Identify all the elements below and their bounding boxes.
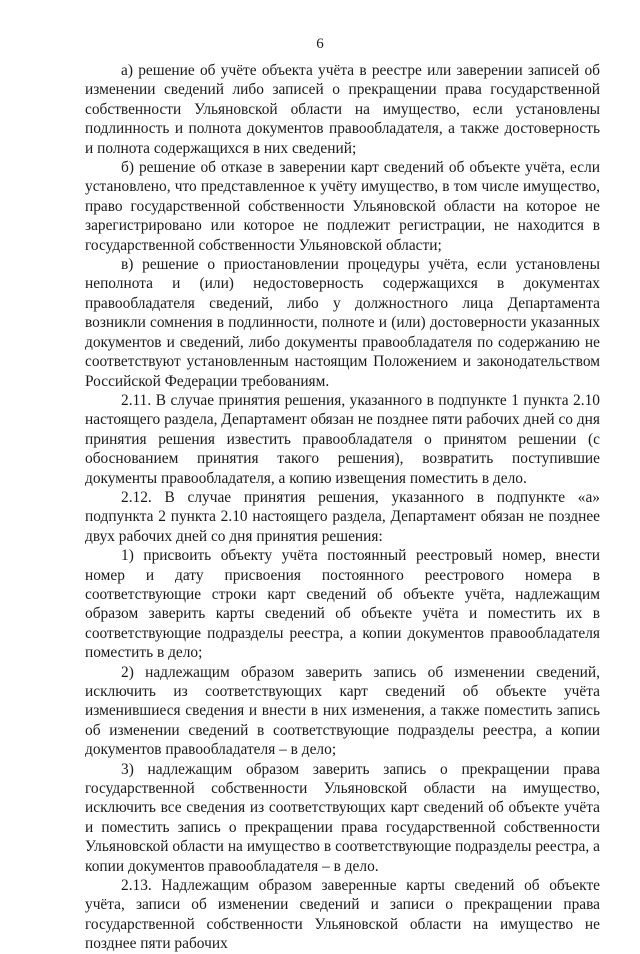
paragraph-2-13: 2.13. Надлежащим образом заверенные карты сведений об объекте учёта, записи об изменении сведений и записи о прекращении права государственной собственности Ульяновской области на имущество не позднее пяти рабочих [85, 877, 600, 953]
page-number: 6 [316, 36, 324, 52]
paragraph-b-refusal-decision: б) решение об отказе в заверении карт сведений об объекте учёта, если установлено, что представленное к учёту имущество, в том числе имущество, право государственной собственности Ульяновской области на которое не зарегистрировано или которое не подлежит регистрации, не находится в государственной собственности Ульяновской области; [85, 159, 600, 254]
paragraph-a-registration-decision: а) решение об учёте объекта учёта в реестре или заверении записей об изменении сведений либо записей о прекращении права государственной собственности Ульяновской области на имущество, если установлены подлинность и полнота документов правообладателя, а также достоверность и полнота содержащихся в них сведений; [85, 62, 600, 157]
paragraph-2-12-item-2: 2) надлежащим образом заверить запись об изменении сведений, исключить из соответствующих карт сведений об объекте учёта изменившиеся сведения и внести в них изменения, а также поместить запись об изменении сведений в соответствующие подразделы реестра, а копии документов правообладателя – в дело; [85, 663, 600, 759]
paragraph-c-suspension-decision: в) решение о приостановлении процедуры учёта, если установлены неполнота и (или) недостоверность содержащихся в документах правообладателя сведений, либо у должностного лица Департамента возникли сомнения в подлинности, полноте и (или) достоверности указанных документов и сведений, либо документы правообладателя по содержанию не соответствуют установленным настоящим Положением и законодательством Российской Федерации требованиям. [85, 256, 600, 390]
paragraph-2-11: 2.11. В случае принятия решения, указанного в подпункте 1 пункта 2.10 настоящего раздела, Департамент обязан не позднее пяти рабочих дней со дня принятия решения известить правообладателя о принятом решении (с обоснованием принятия такого решения), возвратить поступившие документы правообладателя, а копию извещения поместить в дело. [85, 391, 600, 487]
paragraph-2-12: 2.12. В случае принятия решения, указанного в подпункте «а» подпункта 2 пункта 2.10 настоящего раздела, Департамент обязан не позднее двух рабочих дней со дня принятия решения: [85, 488, 600, 545]
document-body [85, 61, 600, 954]
paragraph-2-12-item-3: 3) надлежащим образом заверить запись о прекращении права государственной собственности Ульяновской области на имущество, исключить все сведения из соответствующих карт сведений об объекте учёта и поместить запись о прекращении права государственной собственности Ульяновской области на имущество в соответствующие подразделы реестра, а копии документов правообладателя – в дело. [85, 760, 600, 875]
paragraph-2-12-item-1: 1) присвоить объекту учёта постоянный реестровый номер, внести номер и дату присвоения постоянного реестрового номера в соответствующие строки карт сведений об объекте учёта, надлежащим образом заверить карты сведений об объекте учёта и поместить их в соответствующие подразделы реестра, а копии документов правообладателя поместить в дело; [85, 547, 600, 662]
